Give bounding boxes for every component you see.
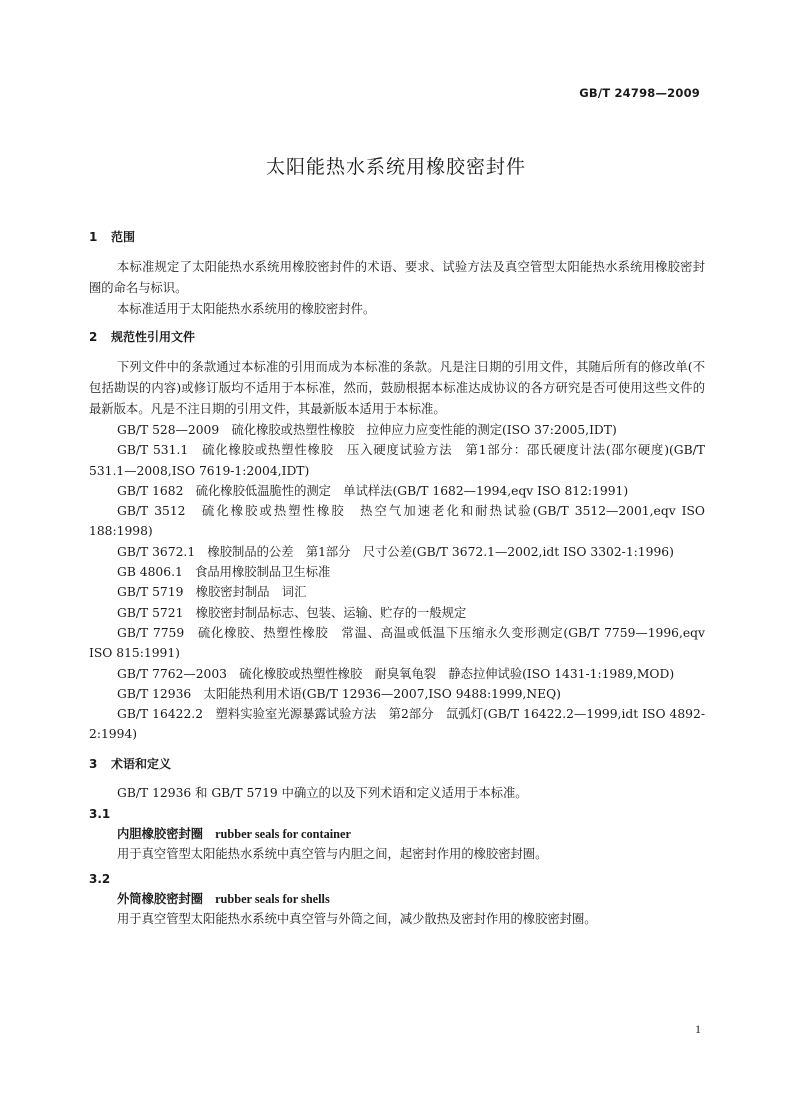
reference-item: GB/T 7762—2003 硫化橡胶或热塑性橡胶 耐臭氧龟裂 静态拉伸试验(ISO 1431-1:1989,MOD) [117, 666, 675, 681]
reference-item: GB 4806.1 食品用橡胶制品卫生标准 [117, 565, 331, 580]
paragraph: GB/T 12936 和 GB/T 5719 中确立的以及下列术语和定义适用于本标准。 [117, 785, 528, 800]
document-body [89, 228, 705, 930]
section-title: 规范性引用文件 [111, 330, 196, 344]
reference-item: GB/T 7759 硫化橡胶、热塑性橡胶 常温、高温或低温下压缩永久变形测定(GB/T 7759—1996,eqv ISO 815:1991) [89, 625, 705, 661]
term-chinese: 外筒橡胶密封圈 [117, 891, 204, 906]
term-definition: 用于真空管型太阳能热水系统中真空管与内胆之间，起密封作用的橡胶密封圈。 [117, 846, 548, 861]
section-scope [89, 228, 705, 320]
section-number: 1 [89, 230, 98, 244]
reference-item: GB/T 12936 太阳能热利用术语(GB/T 12936—2007,ISO 9488:1999,NEQ) [117, 686, 561, 701]
section-terms-definitions [89, 755, 705, 930]
section-number: 2 [89, 330, 98, 344]
paragraph: 下列文件中的条款通过本标准的引用而成为本标准的条款。凡是注日期的引用文件，其随后所有的修改单(不包括勘误的内容)或修订版均不适用于本标准，然而，鼓励根据本标准达成协议的各方研究是否可使用这些文件的最新版本。凡是不注日期的引用文件，其最新版本适用于本标准。 [89, 360, 705, 416]
section-heading [89, 228, 705, 246]
term-number: 3.1 [89, 806, 111, 821]
section-heading [89, 755, 705, 773]
reference-item: GB/T 528—2009 硫化橡胶或热塑性橡胶 拉伸应力应变性能的测定(ISO 37:2005,IDT) [117, 423, 617, 437]
section-title: 范围 [111, 230, 136, 244]
reference-item: GB/T 5721 橡胶密封制品标志、包装、运输、贮存的一般规定 [117, 605, 467, 620]
reference-item: GB/T 3512 硫化橡胶或热塑性橡胶 热空气加速老化和耐热试验(GB/T 3512—2001,eqv ISO 188:1998) [89, 504, 705, 539]
reference-item: GB/T 1682 硫化橡胶低温脆性的测定 单试样法(GB/T 1682—1994,eqv ISO 812:1991) [117, 483, 629, 498]
term-chinese: 内胆橡胶密封圈 [117, 826, 204, 841]
term-english: rubber seals for shells [215, 891, 330, 906]
page-number: 1 [695, 1022, 701, 1036]
section-title: 术语和定义 [111, 756, 172, 771]
term-english: rubber seals for container [215, 826, 351, 841]
section-number: 3 [89, 756, 98, 771]
reference-item: GB/T 531.1 硫化橡胶或热塑性橡胶 压入硬度试验方法 第1部分：邵氏硬度计法(邵尔硬度)(GB/T 531.1—2008,ISO 7619-1:2004,IDT) [89, 443, 705, 478]
standard-number: GB/T 24798—2009 [579, 86, 700, 100]
paragraph: 本标准适用于太阳能热水系统用的橡胶密封件。 [117, 302, 376, 316]
document-title: 太阳能热水系统用橡胶密封件 [265, 156, 526, 178]
reference-item: GB/T 16422.2 塑料实验室光源暴露试验方法 第2部分 氙弧灯(GB/T 16422.2—1999,idt ISO 4892-2:1994) [89, 707, 705, 742]
term-heading [89, 889, 705, 909]
term-number: 3.2 [89, 871, 111, 886]
reference-item: GB/T 5719 橡胶密封制品 词汇 [117, 585, 307, 600]
paragraph: 本标准规定了太阳能热水系统用橡胶密封件的术语、要求、试验方法及真空管型太阳能热水系统用橡胶密封圈的命名与标识。 [89, 260, 705, 295]
term-heading [89, 824, 705, 844]
term-definition: 用于真空管型太阳能热水系统中真空管与外筒之间，减少散热及密封作用的橡胶密封圈。 [117, 911, 597, 926]
reference-item: GB/T 3672.1 橡胶制品的公差 第1部分 尺寸公差(GB/T 3672.1—2002,idt ISO 3302-1:1996) [117, 544, 674, 559]
section-heading [89, 328, 705, 346]
section-normative-references [89, 328, 705, 745]
